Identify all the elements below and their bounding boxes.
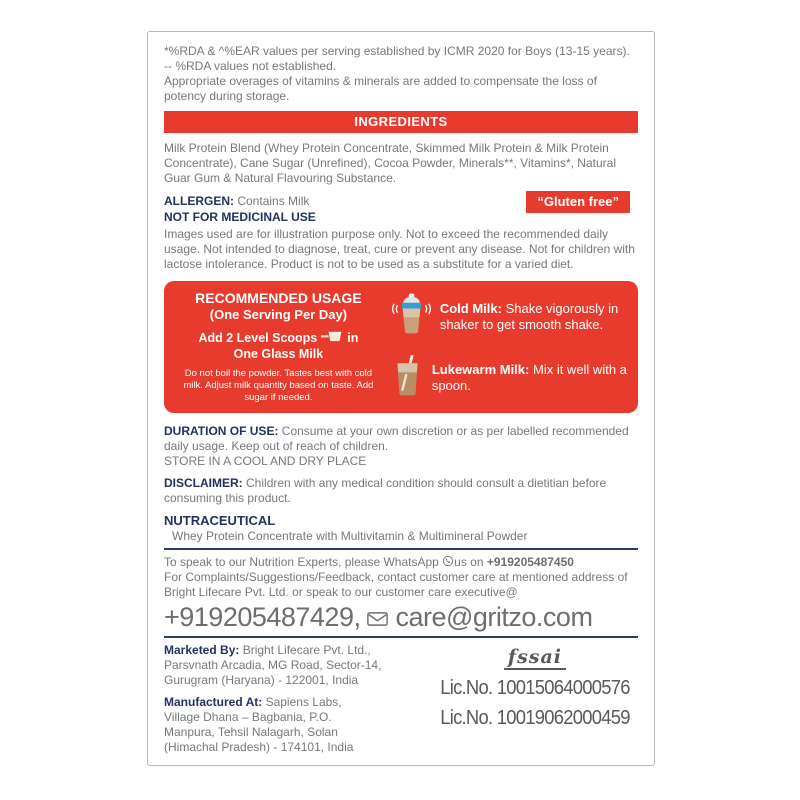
store-instruction: STORE IN A COOL AND DRY PLACE (164, 454, 367, 468)
lukewarm-milk-instruction: Mix it well with a spoon. (431, 362, 627, 393)
disclaimer (164, 476, 638, 506)
whatsapp-line-after: us on (454, 555, 484, 569)
nutraceutical-subtitle: Whey Protein Concentrate with Multivitamin & Multimineral Powder (172, 529, 528, 543)
recommended-usage-right (389, 290, 628, 404)
marketed-by-label: Marketed By: (164, 643, 240, 657)
address-column (164, 643, 432, 762)
scoops-line2: One Glass Milk (233, 347, 324, 361)
complaints-line: For Complaints/Suggestions/Feedback, contact customer care at mentioned address of Bright Lifecare Pvt. Ltd. or speak to our customer care executive@ (164, 570, 628, 599)
disclaimer-label: DISCLAIMER: (164, 476, 243, 490)
allergen-label: ALLERGEN: (164, 194, 234, 208)
whatsapp-icon (442, 555, 454, 569)
illustration-note: Images used are for illustration purpose only. Not to exceed the recommended daily usage. Not intended to diagnose, treat, cure or prevent any disease. Not for children with lactose intolerance. Product is not to be used as a substitute for a varied diet. (164, 227, 635, 271)
marketed-by-line1: Bright Lifecare Pvt. Ltd., (242, 643, 371, 657)
rda-note-line3: Appropriate overages of vitamins & minerals are added to compensate the loss of potency during storage. (164, 74, 597, 103)
manufacturer-section (164, 643, 638, 762)
recommended-usage-subtitle: (One Serving Per Day) (209, 307, 348, 322)
divider-bottom (164, 636, 638, 638)
allergen-value: Contains Milk (237, 194, 310, 208)
not-for-medicinal-use: NOT FOR MEDICINAL USE (164, 210, 316, 224)
divider-top (164, 548, 638, 550)
recommended-usage-box (164, 281, 638, 413)
whatsapp-line-before: To speak to our Nutrition Experts, please WhatsApp (164, 555, 439, 569)
lukewarm-milk-text (432, 362, 628, 394)
whatsapp-line (164, 555, 638, 600)
scoop-icon (321, 330, 343, 346)
lukewarm-milk-label: Lukewarm Milk: (431, 362, 530, 377)
fssai-license-1: Lic.No. 10015064000576 (440, 677, 630, 699)
recommended-usage-title: RECOMMENDED USAGE (195, 290, 362, 306)
glass-spoon-icon (391, 355, 424, 401)
scoops-text-after: in (347, 331, 359, 345)
customer-care-contact (164, 602, 638, 633)
envelope-icon (367, 602, 388, 633)
manufactured-at-label: Manufactured At: (164, 695, 263, 709)
ingredients-text: Milk Protein Blend (Whey Protein Concentrate, Skimmed Milk Protein & Milk Protein Concentrate), Cane Sugar (Unrefined), Cocoa Powder, Minerals**, Vitamins*, Natural Guar Gum & Natural Flavouring Substance. (164, 141, 616, 185)
scoops-text-before: Add 2 Level Scoops (198, 331, 318, 345)
duration-text: Consume at your own discretion or as per labelled recommended daily usage. Keep out of reach of children. (164, 424, 629, 453)
fssai-logo: fssai (504, 647, 566, 670)
rda-note-line2: -- %RDA values not established. (164, 59, 337, 73)
manufactured-at-line1: Sapiens Labs, (265, 695, 342, 709)
duration-label: DURATION OF USE: (164, 424, 279, 438)
disclaimer-text: Children with any medical condition should consult a dietitian before consuming this product. (164, 476, 607, 505)
gluten-free-badge: “Gluten free” (526, 191, 630, 213)
lukewarm-milk-row (391, 355, 628, 401)
cold-milk-text (440, 301, 628, 333)
cold-milk-instruction: Shake vigorously in shaker to get smooth shake. (439, 300, 619, 332)
allergen-section (164, 194, 638, 225)
contact-block (164, 555, 638, 600)
marketed-by-line3: Gurugram (Haryana) - 122001, India (164, 673, 359, 687)
cold-milk-label: Cold Milk: (439, 300, 502, 316)
rda-notes (164, 44, 638, 104)
fssai-column (432, 643, 638, 762)
customer-care-email: care@gritzo.com (395, 602, 593, 632)
ingredients-banner: INGREDIENTS (164, 111, 638, 133)
marketed-by-line2: Parsvnath Arcadia, MG Road, Sector-14, (164, 658, 382, 672)
shaker-icon (391, 293, 432, 340)
cold-milk-row (391, 293, 628, 340)
recommended-usage-left (174, 290, 383, 404)
manufactured-at-line3: Manpura, Tehsil Nalagarh, Solan (164, 725, 338, 739)
rda-note-line1: *%RDA & ^%EAR values per serving established by ICMR 2020 for Boys (13-15 years). (164, 44, 630, 58)
whatsapp-phone: +919205487450 (486, 555, 574, 569)
manufactured-at-line4: (Himachal Pradesh) - 174101, India (164, 740, 354, 754)
scoops-line (174, 330, 383, 346)
fssai-license-2: Lic.No. 10019062000459 (440, 707, 630, 729)
manufactured-at-line2: Village Dhana – Bagbania, P.O. (164, 710, 332, 724)
label-card (147, 31, 655, 766)
marketed-by (164, 643, 432, 688)
usage-note-small: Do not boil the powder. Tastes best with cold milk. Adjust milk quantity based on taste. Add sugar if needed. (183, 368, 374, 403)
nutraceutical-title: NUTRACEUTICAL (164, 513, 276, 528)
manufactured-at (164, 695, 432, 755)
duration-of-use (164, 424, 638, 469)
customer-care-phone: +919205487429, (164, 602, 361, 632)
